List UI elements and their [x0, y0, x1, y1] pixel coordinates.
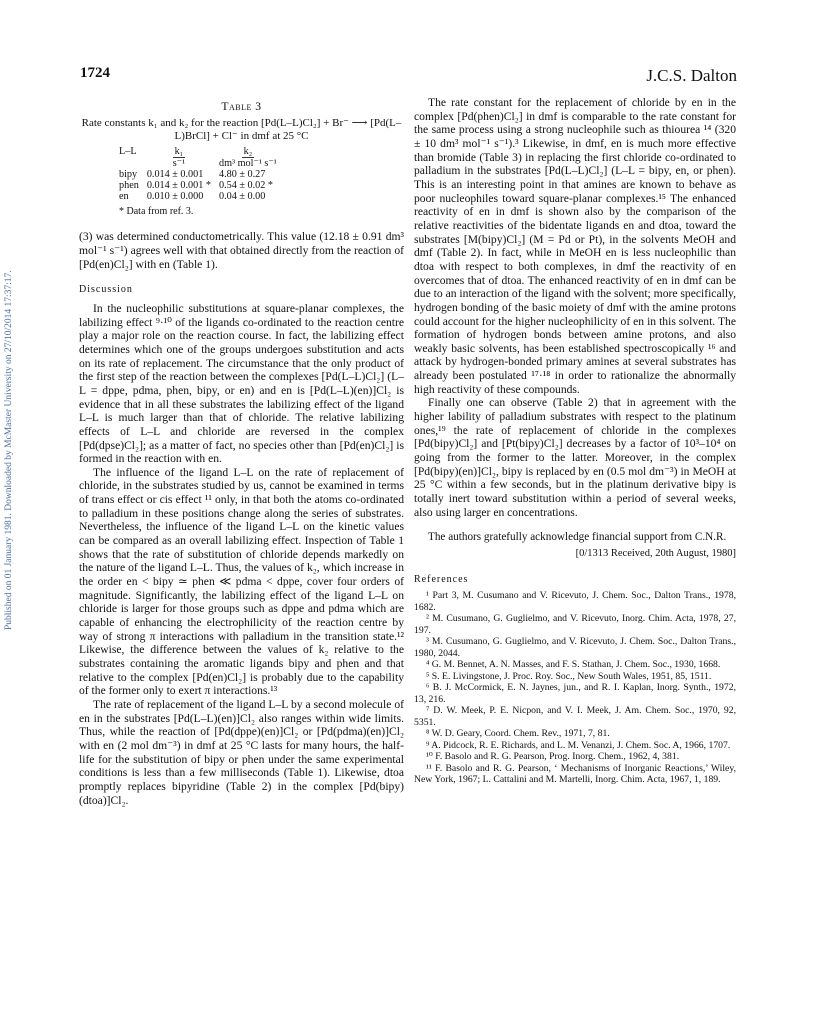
table-caption: Table 3: [221, 100, 262, 113]
table-unit: s⁻¹: [172, 157, 186, 169]
reference-item: ¹⁰ F. Basolo and R. G. Pearson, Prog. Inorg. Chem., 1962, 4, 381.: [426, 751, 680, 763]
download-watermark: Published on 01 January 1981. Downloaded by McMaster University on 27/10/2014 17:37:17.: [4, 270, 14, 630]
paragraph: The rate constant for the replacement of chloride by en in the complex [Pd(phen)Cl₂] in dmf is comparable to the rate constant for the same process using a strong nucleophile such as thiourea ¹⁴ (320 ± 10 dm³ mol⁻¹ s⁻¹).³ Likewise, in dmf, en is much more effective than bromide (Table 3) in replacing the first chloride co-ordinated to palladium in the substrates [Pd(L–L)Cl₂] (L–L = bipy, en, or phen). This is an interesting point in that amines are known to behave as poor nucleophiles toward square-planar complexes.¹⁵ The enhanced reactivity of en in dmf is shown also by the comparison of the relative reactivities of the bidentate ligands en and dtoa, toward the substrates [M(bipy)Cl₂] (M = Pd or Pt), in the solvents MeOH and dmf (Table 2). In fact, while in MeOH en is less nucleophilic than dtoa with respect to both complexes, in dmf the reactivity of en overcomes that of dtoa. The enhanced reactivity of en in dmf can be due to an interaction of the ligand with the solvent; more specifically, hydrogen bonding of the basic moiety of dmf with the amine protons could account for the higher nucleophilicity of en in this solvent. The formation of hydrogen bonds between amine protons, and also weakly basic solvents, has been established spectroscopically ¹⁶ and attack by hydrogen-bonded primary amines at several substrates has already been postulated ¹⁷·¹⁸ in order to rationalize the abnormally high reactivity of these compounds.: [414, 96, 736, 396]
right-column: [414, 96, 736, 786]
received-date: [0/1313 Received, 20th August, 1980]: [575, 548, 736, 559]
reference-item: ² M. Cusumano, G. Guglielmo, and V. Ricevuto, Inorg. Chim. Acta, 1978, 27, 197.: [414, 613, 736, 636]
references-list: [414, 590, 736, 786]
table-col-header: k₂: [243, 145, 253, 157]
table-footnote: * Data from ref. 3.: [119, 205, 194, 217]
table-row: phen 0.014 ± 0.001 * 0.54 ± 0.02 *: [119, 179, 273, 191]
journal-title: J.C.S. Dalton: [646, 66, 737, 85]
table-col-header: k₁: [174, 145, 184, 157]
left-column: [79, 100, 404, 807]
reference-item: ¹ Part 3, M. Cusumano and V. Ricevuto, J. Chem. Soc., Dalton Trans., 1978, 1682.: [414, 590, 736, 613]
reference-item: ⁵ S. E. Livingstone, J. Proc. Roy. Soc., New South Wales, 1951, 85, 1511.: [426, 670, 712, 682]
table-unit: dm³ mol⁻¹ s⁻¹: [218, 157, 277, 169]
paragraph: The rate of replacement of the ligand L–L by a second molecule of en in the substrates [Pd(L–L)(en)]Cl₂ also ranges within wide limits. Thus, while the reaction of [Pd(dppe)(en)]Cl₂ or [Pd(pdma)(en)]Cl₂ with en (2 mol dm⁻³) in dmf at 25 °C lasts for many hours, the half-life for the substitution of bipy or phen under the same experimental conditions is less than a few milliseconds (Table 1). Likewise, dtoa promptly replaces bipyridine (Table 2) in the complex [Pd(bipy)(dtoa)]Cl₂.: [79, 697, 404, 807]
reference-item: ³ M. Cusumano, G. Guglielmo, and V. Ricevuto, J. Chem. Soc., Dalton Trans., 1980, 2044.: [414, 636, 736, 659]
table-description: Rate constants k₁ and k₂ for the reaction [Pd(L–L)Cl₂] + Br⁻ ⟶ [Pd(L–L)BrCl] + Cl⁻ in dmf at 25 °C: [81, 116, 402, 142]
table-row: en 0.010 ± 0.000 0.04 ± 0.00: [119, 190, 266, 202]
reference-item: ⁶ B. J. McCormick, E. N. Jaynes, jun., and R. I. Kaplan, Inorg. Synth., 1972, 13, 216.: [414, 682, 736, 705]
intro-paragraph: (3) was determined conductometrically. This value (12.18 ± 0.91 dm³ mol⁻¹ s⁻¹) agrees well with that obtained directly from the reaction of [Pd(en)Cl₂] with en (Table 1).: [79, 230, 404, 271]
references-heading: References: [414, 573, 469, 585]
reference-item: ⁴ G. M. Bennet, A. N. Masses, and F. S. Stathan, J. Chem. Soc., 1930, 1668.: [426, 659, 721, 671]
table-row: bipy 0.014 ± 0.001 4.80 ± 0.27: [119, 168, 266, 180]
paragraph: In the nucleophilic substitutions at square-planar complexes, the labilizing effect ⁹·¹⁰ of the ligands co-ordinated to the reaction centre play a major role on the reaction course. In fact, the labilizing effect determines which one of the groups undergoes substitution and acts on its rate of replacement. The circumstance that the only product of the first step of the reaction between the complexes [Pd(L–L)Cl₂] (L–L = dppe, pdma, phen, bipy, or en) and en is [Pd(L–L)(en)]Cl₂ is evidence that in all these substrates the labilizing effect of the ligand L–L is much larger than that of chloride. The relative labilizing effects of L–L and chloride are reversed in the complex [Pd(dpse)Cl₂]; as a matter of fact, no species other than [Pd(en)Cl₂] is formed in the reaction with en.: [79, 301, 404, 466]
acknowledgement: The authors gratefully acknowledge financial support from C.N.R.: [428, 531, 727, 544]
page-number: 1724: [80, 65, 110, 81]
paragraph: Finally one can observe (Table 2) that in agreement with the higher lability of palladium substrates with respect to the platinum ones,¹⁹ the rate of replacement of chloride in the complexes [Pd(bipy)Cl₂] and [Pt(bipy)Cl₂] decreases by a factor of 10³–10⁴ on going from the former to the latter. Moreover, in the complex [Pd(bipy)(en)]Cl₂, bipy is replaced by en (0.5 mol dm⁻³) in MeOH at 25 °C within a few seconds, but in the platinum derivative bipy is totally inert toward substitution within a period of several weeks, also using larger en concentrations.: [414, 396, 736, 519]
reference-item: ⁹ A. Pidcock, R. E. Richards, and L. M. Venanzi, J. Chem. Soc. A, 1966, 1707.: [426, 739, 731, 751]
reference-item: ⁸ W. D. Geary, Coord. Chem. Rev., 1971, 7, 81.: [426, 728, 610, 740]
section-heading: Discussion: [79, 284, 133, 296]
reference-item: ¹¹ F. Basolo and R. G. Pearson, ‘ Mechanisms of Inorganic Reactions,’ Wiley, New York, 1967; L. Cattalini and M. Martelli, Inorg. Chim. Acta, 1967, 1, 189.: [414, 762, 736, 786]
table-col-header: L–L: [119, 145, 137, 157]
paragraph: The influence of the ligand L–L on the rate of replacement of chloride, in the substrates studied by us, cannot be examined in terms of trans effect or cis effect ¹¹ only, in that both the atoms co-ordinated to palladium in these positions change along the series of substrates. Nevertheless, the influence of the ligand L–L on the kinetic values can be compared as an overall labilizing effect. Inspection of Table 1 shows that the rate of substitution of chloride depends markedly on the nature of the ligand L–L. Thus, the values of k₂, which increase in the order en < bipy ≃ phen ≪ pdma < dppe, cover four orders of magnitude. Significantly, the labilizing effect of the ligand L–L on chloride is larger for those groups such as dppe and pdma which are capable of enhancing the electrophilicity of the reaction centre by way of strong π interactions with palladium in the transition state.¹² Likewise, the difference between the values of k₂ relative to the substrates containing the aromatic ligands bipy and phen and that relative to the complex [Pd(en)Cl₂] is probably due to the capability of the former only to exert π interactions.¹³: [79, 465, 404, 698]
rate-constants-table: [119, 146, 285, 202]
reference-item: ⁷ D. W. Meek, P. E. Nicpon, and V. I. Meek, J. Am. Chem. Soc., 1970, 92, 5351.: [414, 705, 736, 728]
